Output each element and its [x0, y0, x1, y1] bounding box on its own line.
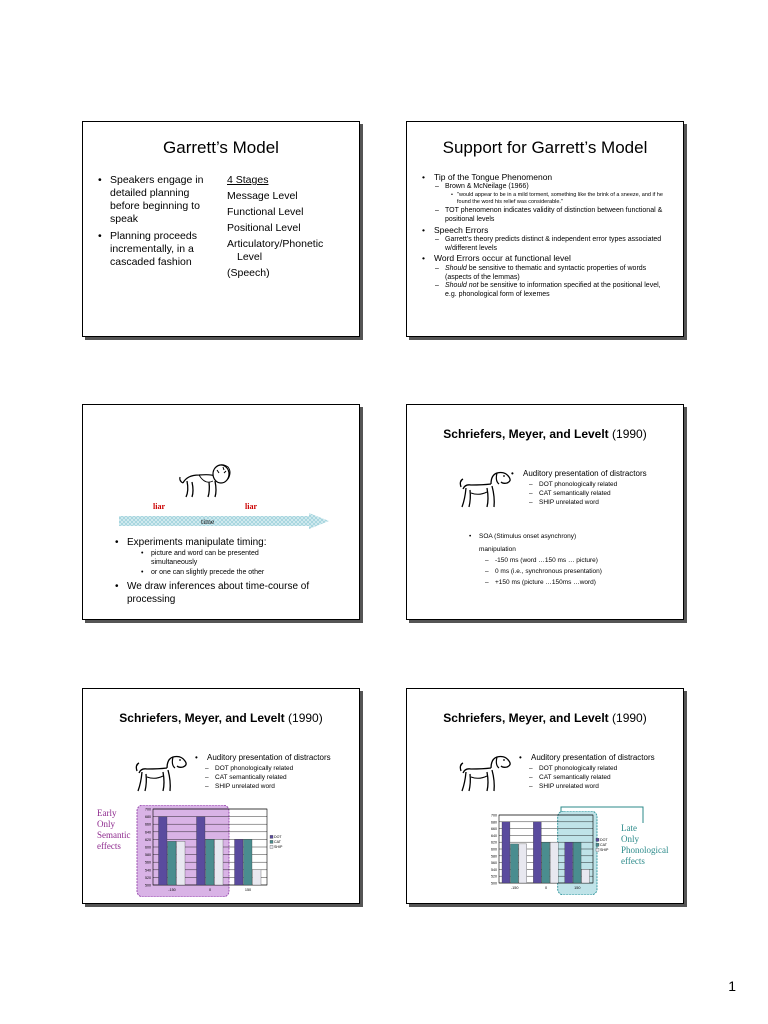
bar-dot-0 [197, 817, 206, 885]
bar-cat--150 [510, 844, 518, 883]
bullet-auditory: • Auditory presentation of distractors [519, 753, 655, 762]
bullet-planning: • Speakers engage in detailed planning before beginning to speak [98, 174, 204, 225]
bar-dot-150 [235, 839, 244, 885]
y-tick-label: 560 [145, 860, 151, 865]
slide-title: Garrett’s Model [163, 138, 279, 157]
bullet-auditory: • Auditory presentation of distractors [195, 753, 331, 762]
sub-dot: – DOT phonologically related [205, 765, 294, 772]
sub-garrett-predicts: – Garrett’s theory predicts distinct & independent error types associated w/different levels [435, 236, 662, 252]
slide-support-garretts-model [406, 121, 684, 337]
bullet-incremental: • Planning proceeds incrementally, in a cascaded fashion [98, 230, 197, 268]
y-tick-label: 660 [145, 822, 151, 827]
legend-label-dot: DOT [600, 837, 608, 842]
bullet-speech-errors: • Speech Errors [422, 225, 489, 235]
legend-label-dot: DOT [274, 834, 282, 839]
soa-plus-150: – +150 ms (picture …150ms …word) [485, 579, 596, 586]
slide-title: Schriefers, Meyer, and Levelt (1990) [119, 711, 323, 725]
dog-illustration [457, 753, 515, 795]
y-tick-label: 700 [491, 813, 497, 818]
sub-cat: – CAT semantically related [529, 490, 611, 497]
sub-cat: – CAT semantically related [529, 774, 611, 781]
y-tick-label: 680 [491, 820, 497, 825]
bullet-auditory: • Auditory presentation of distractors [511, 469, 647, 478]
x-tick-label: 150 [574, 886, 581, 890]
note-early-semantic: Early Only Semantic effects [97, 808, 131, 851]
x-tick-label: 0 [208, 888, 212, 892]
soa-zero: – 0 ms (i.e., synchronous presentation) [485, 568, 602, 575]
time-label: time [201, 517, 215, 526]
sub-precede: • or one can slightly precede the other [141, 569, 265, 576]
legend-swatch-cat [596, 843, 599, 846]
bar-cat-0 [542, 842, 550, 883]
bar-ship-150 [582, 869, 590, 883]
y-tick-label: 520 [145, 875, 151, 880]
bar-dot--150 [502, 822, 510, 883]
stage-speech: (Speech) [227, 267, 270, 279]
stages-heading: 4 Stages [227, 174, 269, 186]
slide-timing [82, 404, 360, 620]
bar-cat-150 [244, 839, 253, 885]
slide-schriefers-soa [406, 404, 684, 620]
stage-articulatory-level: Level [237, 251, 263, 263]
legend-label-cat: CAT [600, 842, 607, 847]
sub-brown-mcneilage: – Brown & McNeilage (1966) [435, 183, 529, 190]
soa-minus-150: – -150 ms (word …150 ms … picture) [485, 557, 598, 564]
slide-garretts-model [82, 121, 360, 337]
legend-swatch-cat [270, 840, 273, 843]
y-tick-label: 600 [491, 847, 497, 852]
note-late-phonological: Late Only Phonological effects [621, 823, 669, 866]
y-tick-label: 580 [145, 853, 151, 858]
lion-illustration [177, 461, 233, 501]
bar-ship--150 [177, 841, 186, 885]
sub-tot-validity: – TOT phenomenon indicates validity of distinction between functional & positional levels [435, 207, 663, 223]
y-tick-label: 600 [145, 845, 151, 850]
legend-swatch-dot [596, 838, 599, 841]
sub-simultaneous: • picture and word can be presented simultaneously [141, 550, 259, 566]
sub-ship: – SHIP unrelated word [529, 499, 599, 506]
y-tick-label: 640 [491, 833, 497, 838]
legend-label-ship: SHIP [274, 844, 283, 849]
time-arrow [119, 513, 329, 529]
y-tick-label: 500 [145, 883, 151, 888]
bar-ship-0 [215, 839, 224, 885]
bullet-manipulate-timing: • Experiments manipulate timing: [115, 537, 267, 548]
stage-message: Message Level [227, 190, 298, 202]
legend-swatch-ship [596, 848, 599, 851]
bullet-tot: • Tip of the Tongue Phenomenon [422, 172, 553, 182]
bar-dot-0 [533, 822, 541, 883]
sub-should: – Should be sensitive to thematic and syntactic properties of words (aspects of the lemmas) [435, 265, 647, 281]
bar-cat-0 [206, 839, 215, 885]
bar-ship-150 [253, 870, 262, 885]
bar-dot--150 [159, 817, 168, 885]
x-tick-label: -150 [168, 888, 176, 892]
legend-label-cat: CAT [274, 839, 281, 844]
sub-dot: – DOT phonologically related [529, 481, 618, 488]
bar-ship--150 [519, 844, 527, 883]
legend-swatch-dot [270, 835, 273, 838]
dog-illustration [133, 753, 191, 795]
slide-title: Support for Garrett’s Model [442, 138, 648, 157]
y-tick-label: 620 [145, 837, 151, 842]
bar-cat-150 [573, 842, 581, 883]
y-tick-label: 580 [491, 854, 497, 859]
slide-schriefers-late [406, 688, 684, 904]
quote-tot: • "would appear to be in a mild torment, something like the brink of a sneeze, and if he found the word his relief was considerable." [451, 192, 663, 205]
bullet-soa: • SOA (Stimulus onset asynchrony) [469, 533, 577, 540]
bullet-word-errors: • Word Errors occur at functional level [422, 253, 571, 263]
bar-cat--150 [168, 841, 177, 885]
y-tick-label: 520 [491, 874, 497, 879]
y-tick-label: 680 [145, 815, 151, 820]
sub-cat: – CAT semantically related [205, 774, 287, 781]
stage-functional: Functional Level [227, 206, 304, 218]
bar-chart-late [481, 811, 621, 895]
dog-illustration [457, 469, 515, 511]
y-tick-label: 540 [491, 867, 497, 872]
word-liar-right: liar [245, 502, 257, 511]
bar-chart-early [135, 805, 295, 897]
y-tick-label: 540 [145, 868, 151, 873]
x-tick-label: 150 [244, 888, 252, 892]
y-tick-label: 660 [491, 827, 497, 832]
stage-positional: Positional Level [227, 222, 301, 234]
bullet-inferences: • We draw inferences about time-course of processing [115, 581, 310, 605]
y-tick-label: 620 [491, 840, 497, 845]
x-tick-label: 0 [544, 886, 548, 890]
word-liar-left: liar [153, 502, 165, 511]
sub-ship: – SHIP unrelated word [529, 783, 599, 790]
y-tick-label: 560 [491, 861, 497, 866]
page-number: 1 [728, 978, 736, 994]
legend-swatch-ship [270, 845, 273, 848]
x-tick-label: -150 [510, 886, 519, 890]
legend-label-ship: SHIP [600, 847, 609, 852]
sub-ship: – SHIP unrelated word [205, 783, 275, 790]
y-tick-label: 500 [491, 881, 497, 886]
y-tick-label: 640 [145, 830, 151, 835]
slide-title: Schriefers, Meyer, and Levelt (1990) [443, 711, 647, 725]
stage-articulatory: Articulatory/Phonetic [227, 238, 324, 250]
bar-dot-150 [565, 842, 573, 883]
sub-should-not: – Should not be sensitive to information specified at the positional level, e.g. phonological form of lexemes [435, 282, 661, 298]
y-tick-label: 700 [145, 807, 151, 812]
slide-schriefers-early [82, 688, 360, 904]
sub-dot: – DOT phonologically related [529, 765, 618, 772]
slide-title: Schriefers, Meyer, and Levelt (1990) [443, 427, 647, 441]
bar-ship-0 [550, 842, 558, 883]
soa-manipulation: manipulation [479, 546, 516, 553]
